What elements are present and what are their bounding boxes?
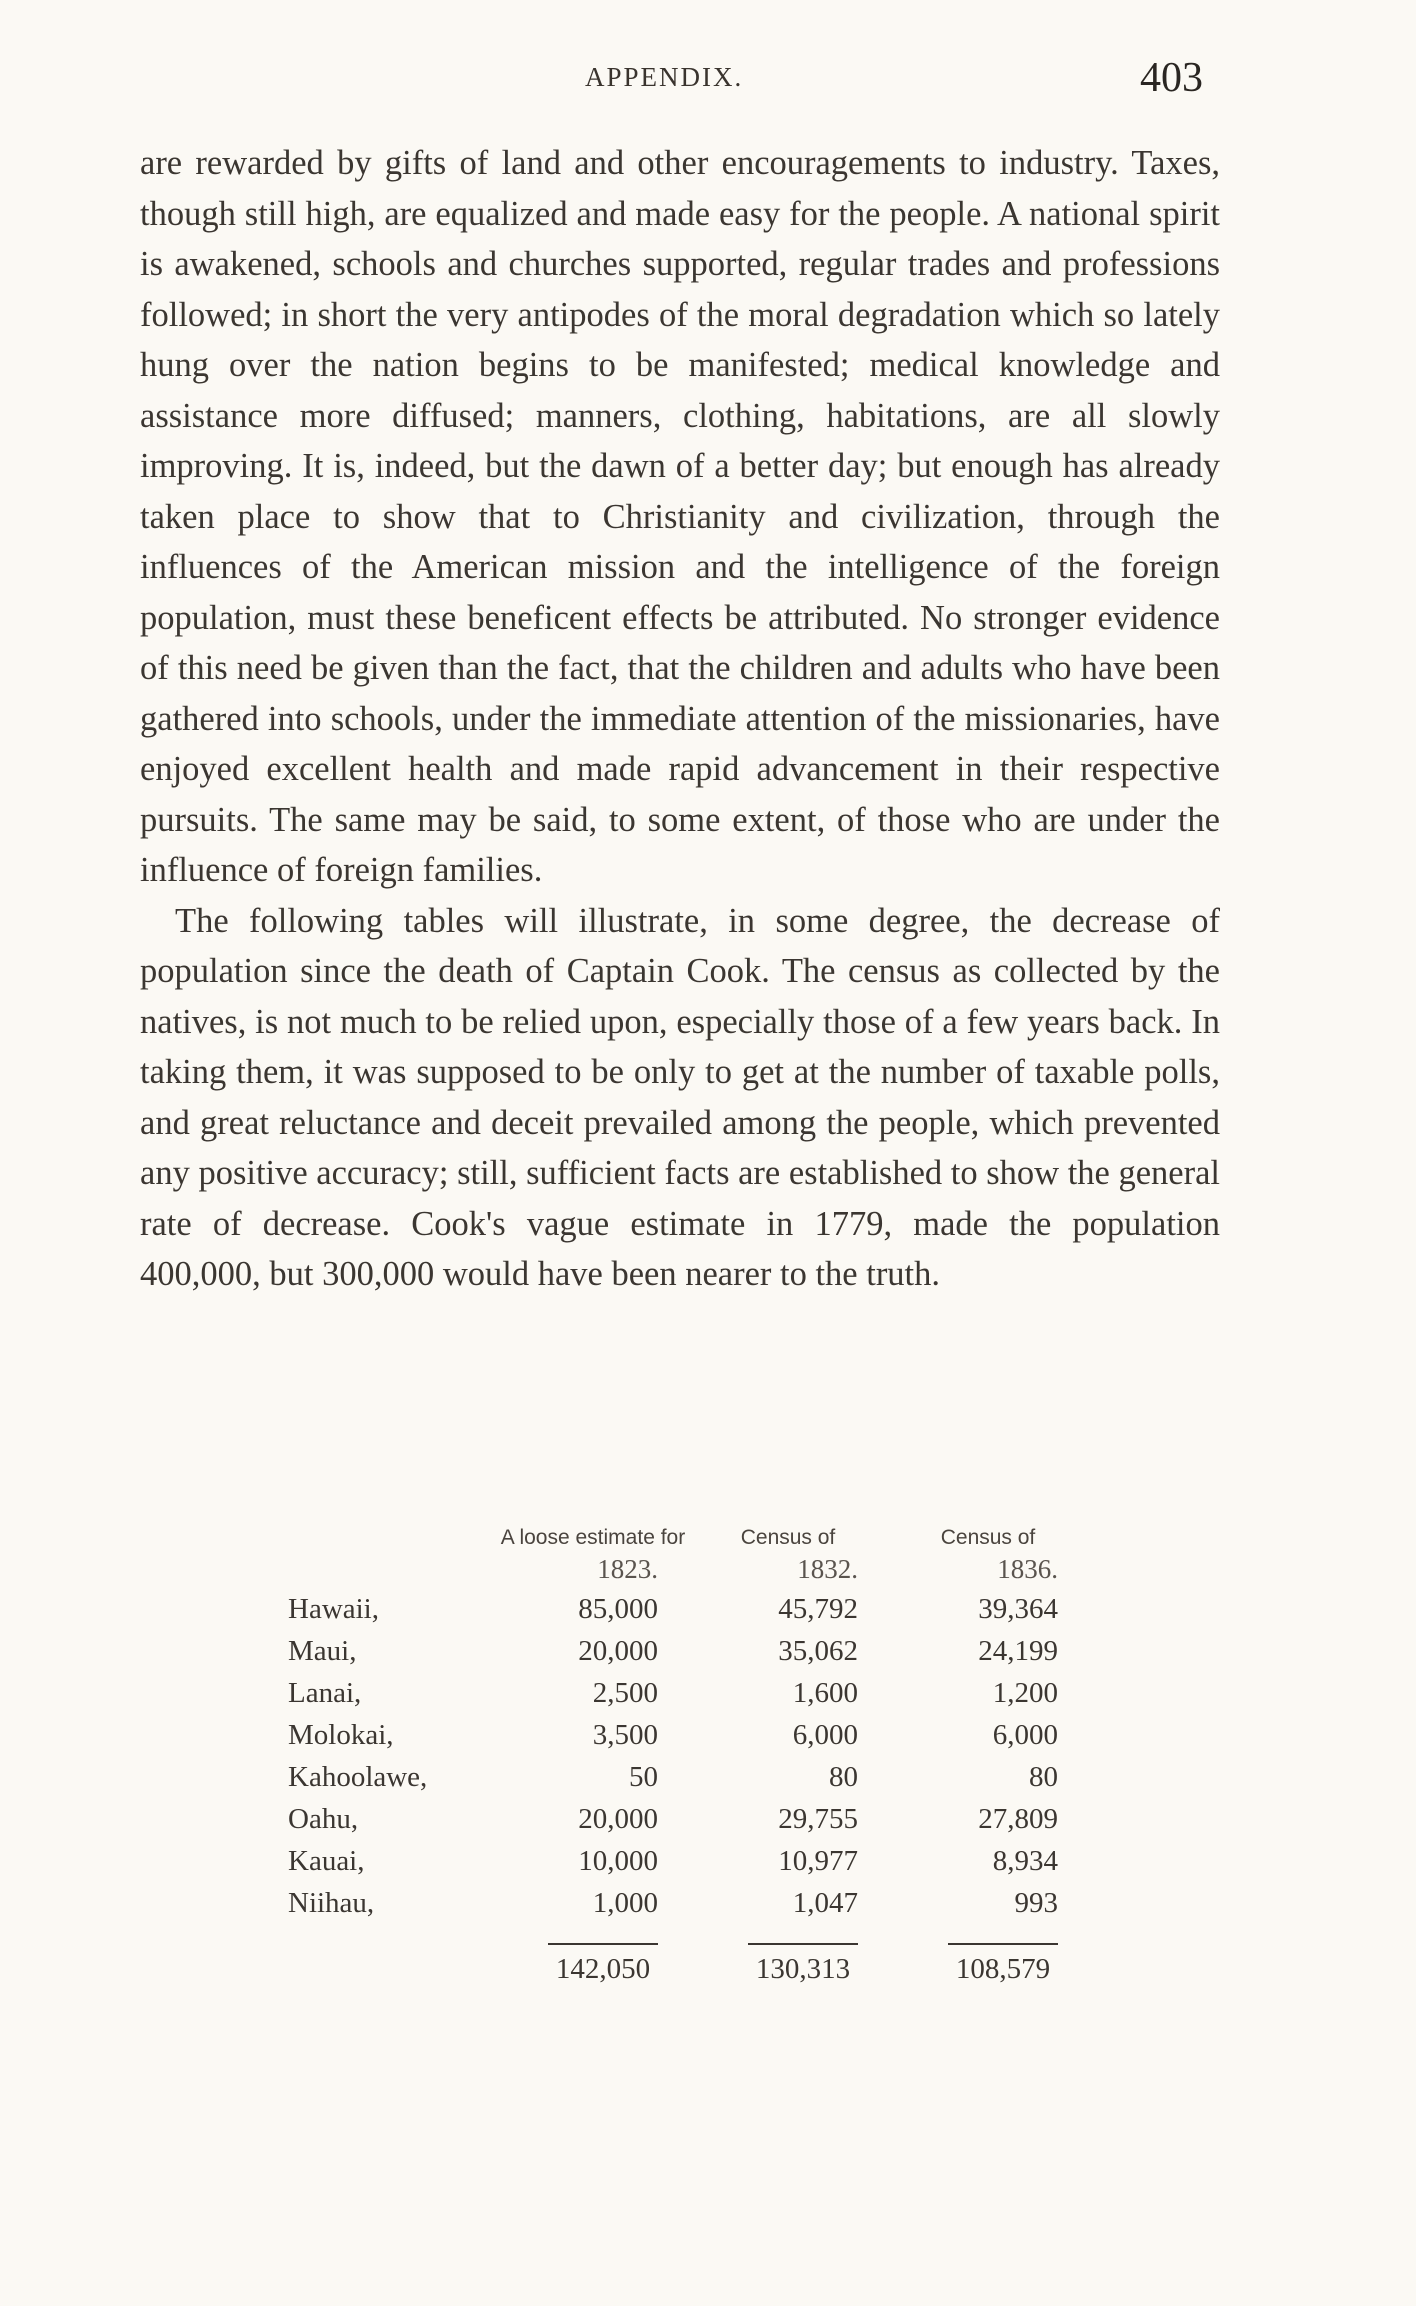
table-year-row	[288, 1550, 1088, 1588]
value-1823: 20,000	[578, 1802, 658, 1835]
table-row	[288, 1798, 1088, 1840]
running-head: APPENDIX.	[585, 62, 744, 92]
table-row	[288, 1714, 1088, 1756]
value-1836: 1,200	[992, 1676, 1058, 1709]
value-1832: 35,062	[778, 1634, 858, 1667]
value-1823: 50	[629, 1760, 658, 1793]
header-1823: A loose estimate for	[500, 1526, 686, 1549]
table-row	[288, 1840, 1088, 1882]
value-1832: 1,047	[792, 1886, 858, 1919]
value-1823: 20,000	[578, 1634, 658, 1667]
value-1823: 10,000	[578, 1844, 658, 1877]
island-name: Lanai,	[288, 1676, 362, 1709]
table-row	[288, 1672, 1088, 1714]
header-1836: Census of	[940, 1526, 1036, 1549]
value-1823: 1,000	[592, 1886, 658, 1919]
value-1836: 8,934	[992, 1844, 1058, 1877]
year-1836: 1836.	[997, 1553, 1058, 1584]
page-number: 403	[1140, 55, 1203, 101]
value-1823: 2,500	[592, 1676, 658, 1709]
total-1836: 108,579	[948, 1943, 1058, 1986]
value-1836: 39,364	[978, 1592, 1058, 1625]
value-1836: 24,199	[978, 1634, 1058, 1667]
value-1823: 3,500	[592, 1718, 658, 1751]
paragraph-1: are rewarded by gifts of land and other encouragements to industry. Taxes, though still high, are equalized and made easy for the people. A national spirit is awakened, schools and churches supported, regular trades and professions followed; in short the very antipodes of the moral degradation which so lately hung over the nation begins to be manifested; medical knowledge and assistance more diffused; manners, clothing, habitations, are all slowly improving. It is, indeed, but the dawn of a better day; but enough has already taken place to show that to Christianity and civilization, through the influences of the American mission and the intelligence of the foreign population, must these beneficent effects be attributed. No stronger evidence of this need be given than the fact, that the children and adults who have been gathered into schools, under the immediate attention of the missionaries, have enjoyed excellent health and made rapid advancement in their respective pursuits. The same may be said, to some extent, of those who are under the influence of foreign families.	[140, 144, 1220, 889]
island-name: Kauai,	[288, 1844, 365, 1877]
value-1832: 6,000	[792, 1718, 858, 1751]
value-1836: 993	[1014, 1886, 1058, 1919]
value-1823: 85,000	[578, 1592, 658, 1625]
value-1832: 10,977	[778, 1844, 858, 1877]
table-corner	[288, 1520, 498, 1550]
table-header-row	[288, 1520, 1088, 1550]
table-row	[288, 1882, 1088, 1924]
island-name: Hawaii,	[288, 1592, 379, 1625]
island-name: Oahu,	[288, 1802, 359, 1835]
table-row	[288, 1630, 1088, 1672]
value-1836: 27,809	[978, 1802, 1058, 1835]
island-name: Kahoolawe,	[288, 1760, 428, 1793]
header-1832: Census of	[740, 1526, 836, 1549]
year-1832: 1832.	[797, 1553, 858, 1584]
table-row	[288, 1756, 1088, 1798]
paragraph-2: The following tables will illustrate, in some degree, the decrease of population since the death of Captain Cook. The census as collected by the natives, is not much to be relied upon, especially those of a few years back. In taking them, it was supposed to be only to get at the number of taxable polls, and great reluctance and deceit prevailed among the people, which prevented any positive accuracy; still, sufficient facts are established to show the general rate of decrease. Cook's vague estimate in 1779, made the population 400,000, but 300,000 would have been nearer to the truth.	[140, 901, 1220, 1293]
island-name: Niihau,	[288, 1886, 375, 1919]
table-total-row	[288, 1924, 1088, 1986]
value-1836: 6,000	[992, 1718, 1058, 1751]
value-1832: 80	[829, 1760, 858, 1793]
value-1832: 1,600	[792, 1676, 858, 1709]
population-table	[288, 1520, 1088, 1986]
table-row	[288, 1588, 1088, 1630]
value-1832: 29,755	[778, 1802, 858, 1835]
total-1823: 142,050	[548, 1943, 658, 1986]
island-name: Molokai,	[288, 1718, 394, 1751]
value-1832: 45,792	[778, 1592, 858, 1625]
body-text	[140, 138, 1220, 1300]
total-1832: 130,313	[748, 1943, 858, 1986]
island-name: Maui,	[288, 1634, 357, 1667]
year-1823: 1823.	[597, 1553, 658, 1584]
value-1836: 80	[1029, 1760, 1058, 1793]
